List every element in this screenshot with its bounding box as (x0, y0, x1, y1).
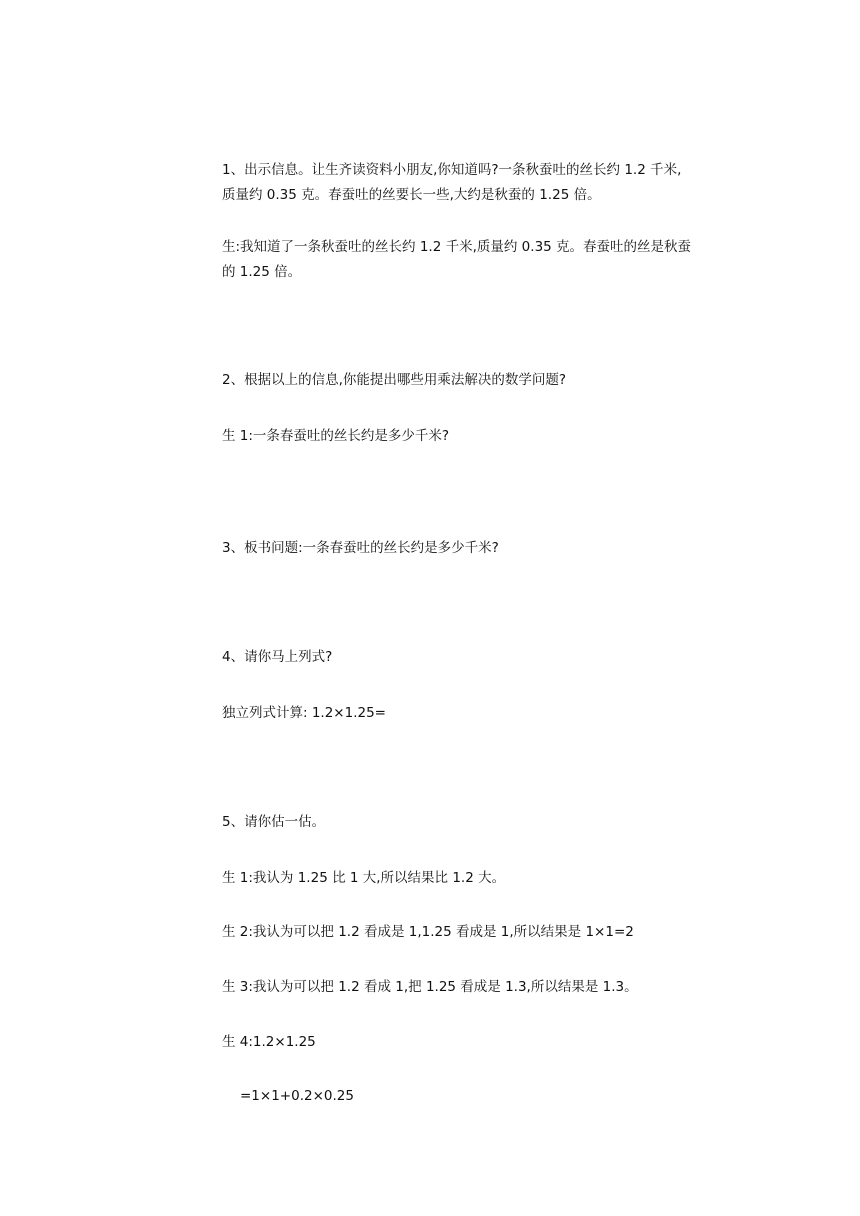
text-line: 生 2:我认为可以把 1.2 看成是 1,1.25 看成是 1,所以结果是 1×1=2 (222, 924, 634, 940)
text-line: 生 3:我认为可以把 1.2 看成 1,把 1.25 看成是 1.3,所以结果是 1.3。 (222, 979, 638, 995)
text-line: 的 1.25 倍。 (222, 264, 302, 280)
paragraph-3 (222, 368, 742, 393)
text-line: =1×1+0.2×0.25 (240, 1088, 354, 1104)
paragraph-6 (222, 645, 742, 670)
paragraph-10 (222, 920, 742, 945)
text-line: 5、请你估一估。 (222, 814, 326, 830)
text-line: 生 1:一条春蚕吐的丝长约是多少千米? (222, 428, 450, 444)
text-line: 4、请你马上列式? (222, 649, 333, 665)
text-line: 质量约 0.35 克。春蚕吐的丝要长一些,大约是秋蚕的 1.25 倍。 (222, 187, 601, 203)
paragraph-7 (222, 701, 742, 726)
paragraph-12 (222, 1030, 742, 1055)
text-line: 3、板书问题:一条春蚕吐的丝长约是多少千米? (222, 540, 499, 556)
paragraph-11 (222, 975, 742, 1000)
text-line: 1、出示信息。让生齐读资料小朋友,你知道吗?一条秋蚕吐的丝长约 1.2 千米, (222, 162, 682, 178)
paragraph-8 (222, 810, 742, 835)
text-line: 生:我知道了一条秋蚕吐的丝长约 1.2 千米,质量约 0.35 克。春蚕吐的丝是秋蚕 (222, 239, 692, 255)
paragraph-9 (222, 866, 742, 891)
text-line: 2、根据以上的信息,你能提出哪些用乘法解决的数学问题? (222, 372, 567, 388)
paragraph-13 (240, 1084, 760, 1109)
paragraph-4 (222, 424, 742, 449)
paragraph-5 (222, 536, 742, 561)
text-line: 生 1:我认为 1.25 比 1 大,所以结果比 1.2 大。 (222, 870, 506, 886)
text-line: 独立列式计算: 1.2×1.25= (222, 705, 386, 721)
paragraph-2 (222, 235, 742, 285)
paragraph-1 (222, 158, 742, 208)
text-line: 生 4:1.2×1.25 (222, 1034, 316, 1050)
